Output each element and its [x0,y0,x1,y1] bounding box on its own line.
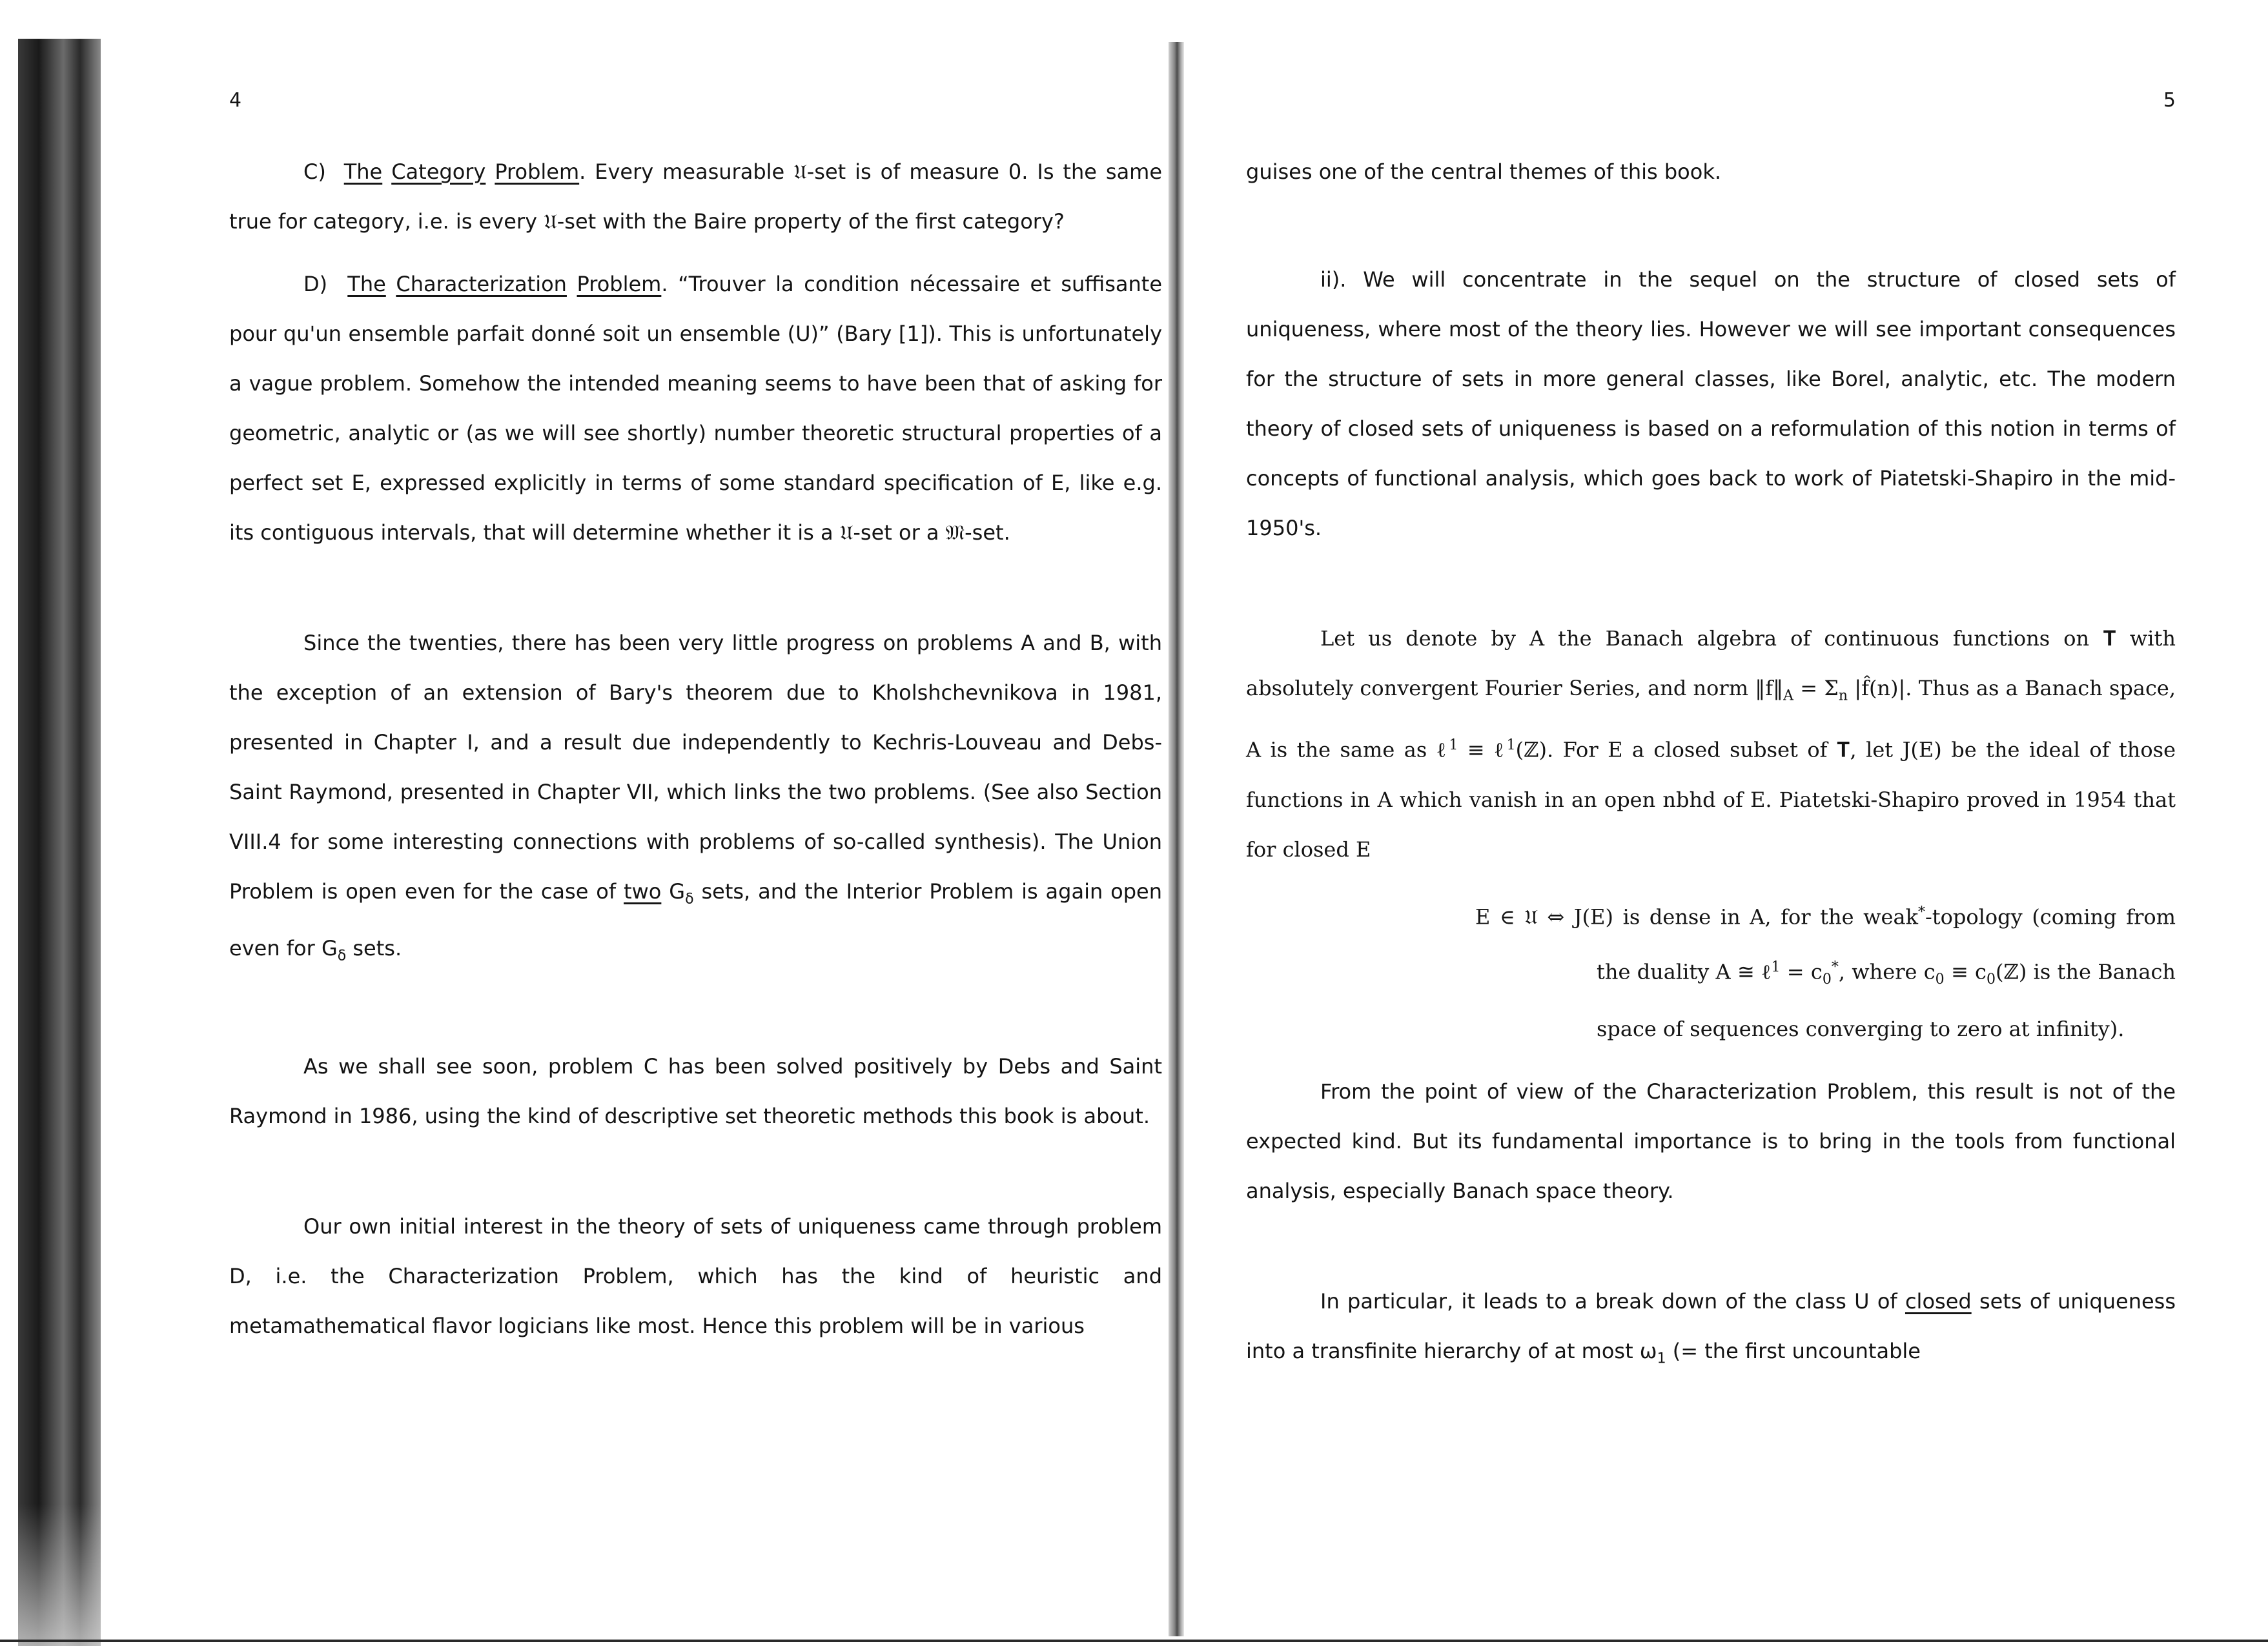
display-equivalence [1475,888,2176,1054]
twenties-two-underlined: two [624,879,662,904]
category-title-word-3: Problem [495,159,580,184]
particular-text-1: In particular, it leads to a break down of the class U of [1320,1288,1905,1314]
theorem-display [1475,888,2176,1054]
banach-text-4: ≡ ℓ [1458,738,1507,763]
interest-paragraph: Our own initial interest in the theory of sets of uniqueness came through problem D, i.e. the Characterization Problem, which has the kind of heuristic and metamathematical flavor logicians like most. Hence this problem will be in various [229,1214,1162,1338]
bottom-edge [0,1640,2268,1642]
c0-subscript-1: 0 [1822,971,1832,988]
banach-text-2: = Σ [1793,676,1839,700]
page-number-left: 4 [229,89,242,112]
display-text-6: (ℤ) is the Banach space of sequences converging to zero at infinity). [1597,959,2176,1041]
characterization-remark-paragraph: From the point of view of the Characterization Problem, this result is not of the expected kind. But its fundamental importance is to bring in the tools from functional analysis, especially Banach space theory. [1246,1079,2176,1203]
right-page [1246,0,2176,1633]
center-gutter [1169,42,1184,1636]
norm-subscript-a: A [1783,687,1794,704]
display-text-1: E ∈ 𝔘 ⇔ J(E) is dense in A, for the weak [1475,904,1918,930]
weak-star-superscript: * [1917,904,1925,921]
display-text-3: = c [1780,959,1823,984]
particular-text-2: sets of uniqueness into a transfinite hierarchy of at most ω [1246,1288,2176,1363]
twenties-text-4: sets. [346,936,402,961]
c0-star-superscript: * [1831,959,1839,975]
display-text-2: -topology (coming from the duality A ≅ ℓ [1597,904,2176,984]
banach-paragraph [1246,614,2176,875]
category-problem-label: C) [303,159,326,184]
banach-text-5: (ℤ). For E a closed subset of 𝐓, let J(E) be the ideal of those functions in A which vanish in an open nbhd of E. Piatetski-Shapiro proved in 1954 that for closed E [1246,738,2176,862]
closed-underlined: closed [1905,1288,1972,1314]
category-title-word-2: Category [391,159,486,184]
banach-text-3: |f̂(n)|. Thus as a Banach space, A is the same as ℓ [1246,676,2176,763]
display-text-4: , where c [1838,959,1936,984]
g-delta-subscript-1: δ [685,891,694,908]
display-ell-superscript: 1 [1771,959,1781,975]
category-problem-body: . Every measurable 𝔘-set is of measure 0. Is the same true for category, i.e. is every 𝔘-set with the Baire property of the first category? [229,159,1163,234]
book-binding-shadow [18,39,101,1646]
display-text-5: ≡ c [1944,959,1987,984]
left-page [229,0,1162,1633]
page-number-right: 5 [2163,89,2176,112]
sum-subscript-n: n [1838,687,1848,704]
characterization-title-word-2: Characterization [396,272,567,296]
left-page-content [229,147,1162,1351]
characterization-title-word-3: Problem [577,272,662,296]
continuation-line: guises one of the central themes of this book. [1246,159,1722,184]
c0-subscript-2: 0 [1935,971,1945,988]
category-title-word-1: The [343,159,383,184]
paragraph-ii: ii). We will concentrate in the sequel on the structure of closed sets of uniqueness, where most of the theory lies. However we will see important consequences for the structure of sets in more general classes, like Borel, analytic, etc. The modern theory of closed sets of uniqueness is based on a reformulation of this notion in terms of concepts of functional analysis, which goes back to work of Piatetski-Shapiro in the mid-1950's. [1246,267,2176,540]
g-delta-subscript-2: δ [337,948,347,964]
right-page-content [1246,147,2176,1383]
particular-paragraph [1246,1277,2176,1383]
twenties-text-3: sets, and the Interior Problem is again open even for G [229,879,1163,961]
characterization-problem-paragraph [229,259,1162,558]
twenties-text-2: G [661,879,686,904]
banach-text-1: Let us denote by A the Banach algebra of continuous functions on 𝐓 with absolutely convergent Fourier Series, and norm ‖f‖ [1246,626,2176,700]
twenties-paragraph [229,618,1162,981]
characterization-problem-body: . “Trouver la condition nécessaire et suffisante pour qu'un ensemble parfait donné soit un ensemble (U)” (Bary [1]). This is unfortunately a vague problem. Somehow the intended meaning seems to have been that of asking for geometric, analytic or (as we will see shortly) number theoretic structural properties of a perfect set E, expressed explicitly in terms of some standard specification of E, like e.g. its contiguous intervals, that will determine whether it is a 𝔘-set or a 𝔐-set. [229,272,1163,545]
characterization-problem-label: D) [303,272,328,296]
c0-subscript-3: 0 [1986,971,1996,988]
particular-text-3: (= the first uncountable [1666,1338,1921,1363]
omega-subscript: 1 [1657,1350,1666,1367]
category-problem-paragraph [229,147,1162,247]
ell-superscript-2: 1 [1506,737,1516,754]
ell-superscript-1: 1 [1449,737,1458,754]
twenties-text-1: Since the twenties, there has been very little progress on problems A and B, with the exception of an extension of Bary's theorem due to Kholshchevnikova in 1981, presented in Chapter I, and a result due independently to Kechris-Louveau and Debs-Saint Raymond, presented in Chapter VII, which links the two problems. (See also Section VIII.4 for some interesting connections with problems of so-called synthesis). The Union Problem is open even for the case of [229,631,1162,904]
characterization-title-word-1: The [347,272,386,296]
debs-paragraph: As we shall see soon, problem C has been solved positively by Debs and Saint Raymond in 1986, using the kind of descriptive set theoretic methods this book is about. [229,1053,1162,1128]
